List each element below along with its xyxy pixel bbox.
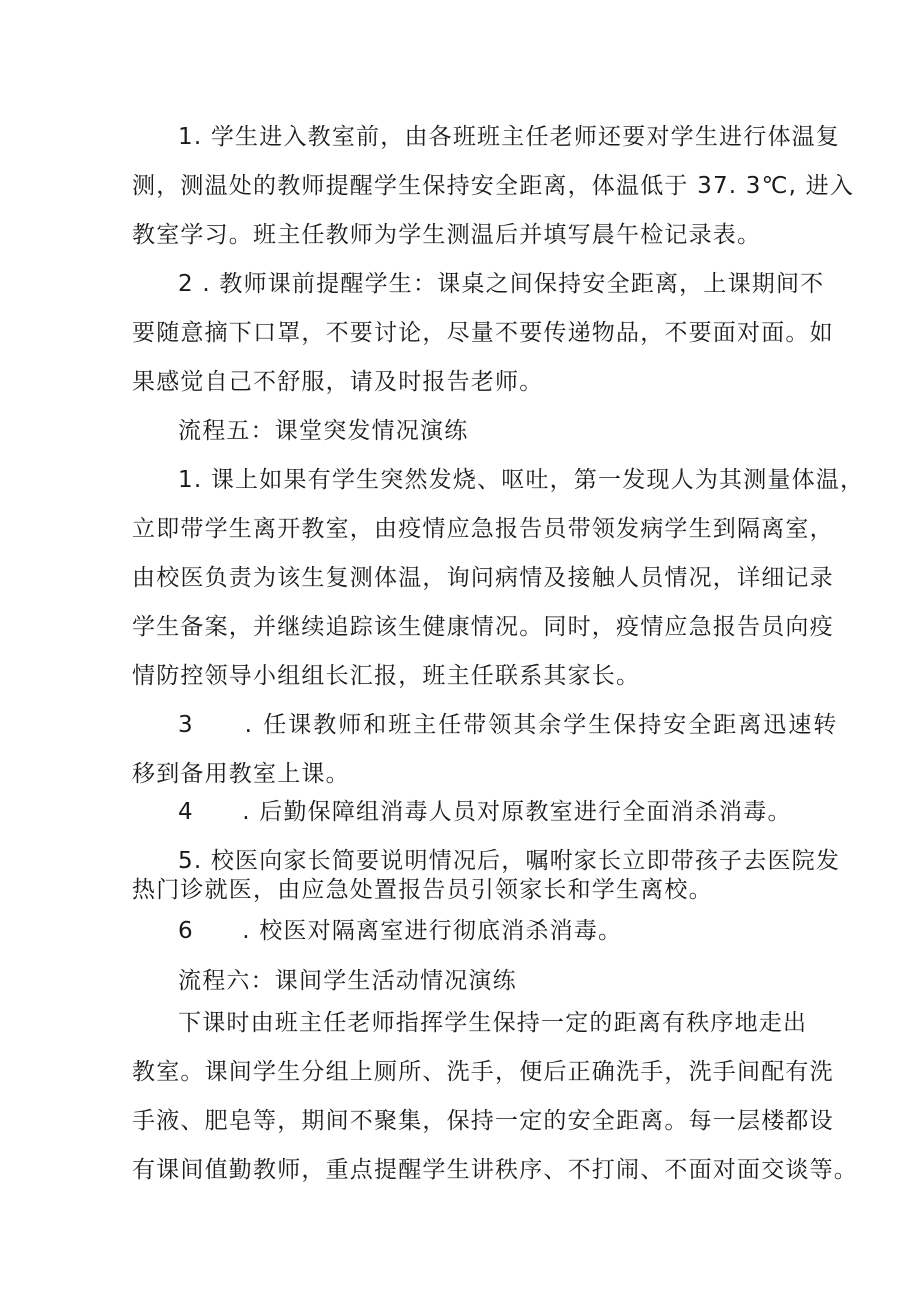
section-heading: 流程五：课堂突发情况演练: [178, 418, 469, 444]
text-line: 4 . 后勤保障组消毒人员对原教室进行全面消杀消毒。: [178, 799, 792, 825]
text-line: 1. 学生进入教室前，由各班班主任老师还要对学生进行体温复: [178, 124, 841, 150]
text-line: 下课时由班主任老师指挥学生保持一定的距离有秩序地走出: [178, 1010, 808, 1036]
text-line: 6 . 校医对隔离室进行彻底消杀消毒。: [178, 918, 623, 944]
text-line: 测，测温处的教师提醒学生保持安全距离，体温低于 37. 3℃, 进入: [132, 173, 855, 199]
text-line: 热门诊就医，由应急处置报告员引领家长和学生离校。: [132, 877, 713, 903]
text-line: 5. 校医向家长简要说明情况后，嘱咐家长立即带孩子去医院发: [178, 848, 841, 874]
section-heading: 流程六：课间学生活动情况演练: [178, 968, 517, 994]
text-line: 学生备案，并继续追踪该生健康情况。同时，疫情应急报告员向疫: [132, 614, 834, 640]
text-line: 由校医负责为该生复测体温，询问病情及接触人员情况，详细记录: [132, 565, 834, 591]
text-line: 2 . 教师课前提醒学生：课桌之间保持安全距离，上课期间不: [178, 271, 825, 297]
text-line: 3 . 任课教师和班主任带领其余学生保持安全距离迅速转: [178, 712, 839, 738]
text-line: 教室学习。班主任教师为学生测温后并填写晨午检记录表。: [132, 222, 762, 248]
text-line: 要随意摘下口罩，不要讨论，尽量不要传递物品，不要面对面。如: [132, 320, 834, 346]
text-line: 有课间值勤教师，重点提醒学生讲秩序、不打闹、不面对面交谈等。: [132, 1157, 858, 1183]
text-line: 情防控领导小组组长汇报，班主任联系其家长。: [132, 663, 641, 689]
text-line: 1. 课上如果有学生突然发烧、呕吐，第一发现人为其测量体温，: [178, 467, 865, 493]
text-line: 手液、肥皂等，期间不聚集，保持一定的安全距离。每一层楼都设: [132, 1108, 834, 1134]
text-line: 移到备用教室上课。: [132, 761, 350, 787]
text-line: 立即带学生离开教室，由疫情应急报告员带领发病学生到隔离室，: [132, 516, 834, 542]
text-line: 教室。课间学生分组上厕所、洗手，便后正确洗手，洗手间配有洗: [132, 1059, 834, 1085]
text-line: 果感觉自己不舒服，请及时报告老师。: [132, 369, 544, 395]
